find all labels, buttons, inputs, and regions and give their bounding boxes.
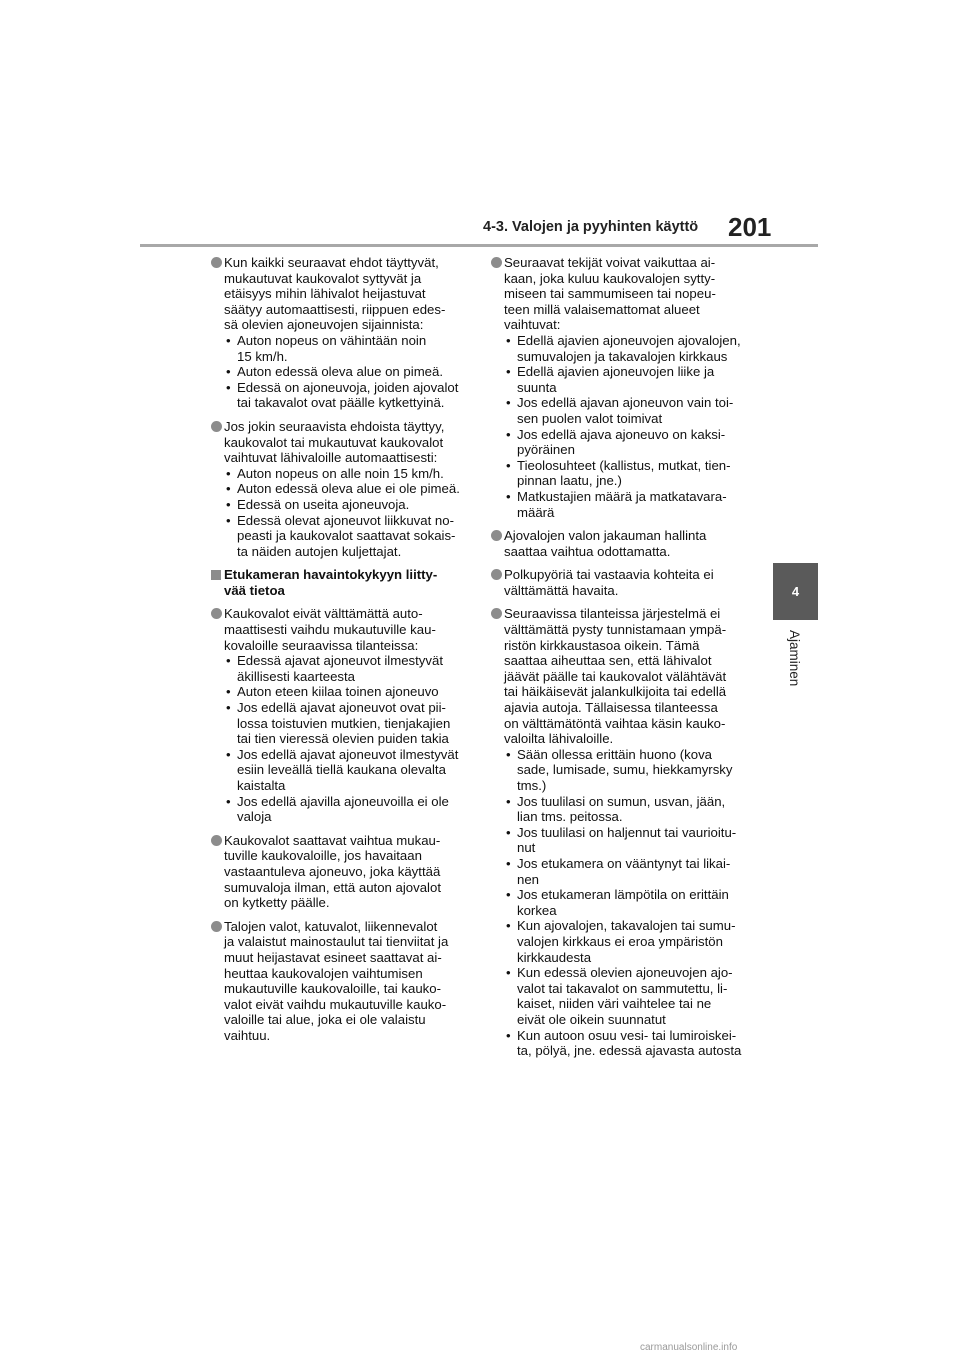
text-line: kaistalta	[237, 778, 286, 793]
text-line: • Auton eteen kiilaa toinen ajoneuvo	[237, 684, 439, 700]
text-line: • Jos tuulilasi on sumun, usvan, jään,	[517, 793, 726, 809]
sub-list-item	[224, 747, 473, 794]
section-title: 4-3. Valojen ja pyyhinten käyttö	[483, 219, 699, 235]
text-line: • Tieolosuhteet (kallistus, mutkat, tien-	[517, 457, 731, 473]
text-line: • Auton edessä oleva alue ei ole pimeä.	[237, 481, 460, 497]
text-line: • Edessä olevat ajoneuvot liikkuvat no-	[237, 512, 454, 528]
text-line: valot eivät vaihdu mukautuville kauko-	[224, 996, 447, 1012]
sub-list-item	[224, 794, 473, 825]
text-line: eivät ole oikein suunnatut	[517, 1011, 666, 1027]
text-line: • Kun edessä olevien ajoneuvojen ajo-	[517, 965, 733, 981]
text-line: muut heijastavat esineet saattavat ai-	[224, 949, 442, 965]
bullet-paragraph	[491, 606, 761, 1058]
bullet-paragraph	[491, 567, 761, 598]
text-line: sä olevien ajoneuvojen sijainnista:	[224, 317, 424, 333]
round-bullet-icon	[211, 421, 222, 432]
sub-list-item	[504, 918, 761, 965]
text-line: valot tai takavalot on sammutettu, li-	[517, 980, 728, 996]
square-bullet-icon	[211, 570, 221, 580]
text-line: tai tien vieressä olevien puiden takia	[237, 731, 449, 747]
text-line: heuttaa kaukovalojen vaihtumisen	[224, 965, 423, 981]
text-line: esiin leveällä tiellä kaukana olevalta	[237, 762, 446, 778]
text-line: 15 km/h.	[237, 348, 288, 364]
text-line: on välttämätöntä vaihtaa käsin kauko-	[504, 715, 726, 731]
sub-list-item	[504, 364, 761, 395]
sub-list-item	[504, 794, 761, 825]
sub-list-item	[224, 364, 473, 380]
text-line: säätyy automaattisesti, riippuen edes-	[224, 301, 446, 317]
text-line: nen	[517, 871, 540, 887]
text-line: kaiset, niiden väri vaihtelee tai ne	[517, 996, 712, 1012]
bullet-paragraph	[211, 919, 473, 1044]
text-line: Jos jokin seuraavista ehdoista täyttyy,	[224, 418, 445, 434]
text-line: • Edessä on ajoneuvoja, joiden ajovalot	[237, 379, 459, 395]
text-line: ja valaistut mainostaulut tai tienviitat ja	[224, 934, 449, 950]
text-line: nut	[517, 840, 536, 856]
bullet-paragraph	[491, 528, 761, 559]
text-line: Seuraavat tekijät voivat vaikuttaa ai-	[504, 255, 716, 270]
round-bullet-icon	[211, 257, 222, 268]
text-line: kovaloille seuraavissa tilanteissa:	[224, 637, 419, 653]
bullet-paragraph	[491, 255, 761, 520]
round-bullet-icon	[491, 530, 502, 541]
text-line: Kun kaikki seuraavat ehdot täyttyvät,	[224, 255, 439, 270]
text-line: • Edessä on useita ajoneuvoja.	[237, 496, 410, 512]
text-line: kaukovalot tai mukautuvat kaukovalot	[224, 434, 444, 450]
sub-list-item	[504, 1028, 761, 1059]
text-line: valoilta lähivaloille.	[504, 731, 614, 747]
text-line: lossa toistuvien mutkien, tienjakajien	[237, 715, 451, 731]
text-line: vaihtuvat:	[504, 317, 561, 333]
round-bullet-icon	[491, 257, 502, 268]
chapter-label: Ajaminen	[787, 630, 802, 687]
text-line: tuville kaukovaloille, jos havaitaan	[224, 848, 422, 864]
text-line: peasti ja kaukovalot saattavat sokais-	[237, 528, 456, 544]
text-line: • Matkustajien määrä ja matkatavara-	[517, 488, 727, 504]
text-line: saattaa aiheuttaa sen, että lähivalot	[504, 653, 712, 669]
text-line: • Jos edellä ajavat ajoneuvot ilmestyvät	[237, 746, 459, 762]
text-line: • Jos etukameran lämpötila on erittäin	[517, 887, 729, 903]
sub-list-item	[224, 333, 473, 364]
text-line: valoille tai alue, joka ei ole valaistu	[224, 1012, 426, 1028]
sub-list-item	[224, 700, 473, 747]
text-line: pinnan laatu, jne.)	[517, 473, 622, 489]
text-line: korkea	[517, 902, 557, 918]
text-line: teen millä valaisemattomat alueet	[504, 301, 700, 317]
text-line: Seuraavissa tilanteissa järjestelmä ei	[504, 606, 721, 622]
text-line: Etukameran havaintokykyyn liitty-	[224, 567, 438, 583]
text-line: • Edellä ajavien ajoneuvojen ajovalojen,	[517, 332, 741, 348]
text-line: tai häikäisevät jalankulkijoita tai edellä	[504, 684, 727, 700]
text-line: Kaukovalot saattavat vaihtua mukau-	[224, 832, 441, 848]
text-line: • Jos etukamera on vääntynyt tai likai-	[517, 855, 731, 871]
sub-list-item	[504, 458, 761, 489]
text-line: • Auton nopeus on alle noin 15 km/h.	[237, 465, 444, 481]
text-line: äkillisesti kaarteesta	[237, 668, 356, 684]
sub-list-item	[504, 333, 761, 364]
text-line: valoja	[237, 809, 272, 825]
text-line: miseen tai sammumiseen tai nopeu-	[504, 286, 716, 302]
text-line: sen puolen valot toimivat	[517, 410, 663, 426]
text-line: saattaa vaihtua odottamatta.	[504, 543, 671, 559]
sub-list-item	[224, 466, 473, 482]
sub-list-item	[504, 825, 761, 856]
sub-list-item	[224, 684, 473, 700]
sub-list-item	[504, 395, 761, 426]
text-line: Ajovalojen valon jakauman hallinta	[504, 528, 707, 544]
round-bullet-icon	[491, 608, 502, 619]
section-heading	[211, 567, 473, 598]
sub-list-item	[504, 887, 761, 918]
text-line: • Jos edellä ajavat ajoneuvot ovat pii-	[237, 700, 446, 716]
text-line: • Auton nopeus on vähintään noin	[237, 332, 427, 348]
text-line: • Auton edessä oleva alue on pimeä.	[237, 364, 444, 380]
text-line: etäisyys mihin lähivalot heijastuvat	[224, 286, 426, 302]
text-line: vää tietoa	[224, 582, 285, 598]
sub-list-item	[224, 481, 473, 497]
sub-list-item	[224, 513, 473, 560]
text-line: • Sään ollessa erittäin huono (kova	[517, 746, 713, 762]
text-line: välttämättä havaita.	[504, 582, 619, 598]
sub-list-item	[504, 856, 761, 887]
text-line: sade, lumisade, sumu, hiekkamyrsky	[517, 762, 733, 778]
text-line: jäävät päälle tai kaukovalot välähtävät	[504, 668, 727, 684]
text-line: • Jos tuulilasi on haljennut tai vaurioitu-	[517, 824, 737, 840]
round-bullet-icon	[211, 608, 222, 619]
chapter-number: 4	[791, 584, 800, 599]
text-line: maattisesti vaihdu mukautuville kau-	[224, 622, 436, 638]
text-line: vaihtuu.	[224, 1027, 271, 1043]
chapter-tab	[773, 563, 818, 620]
sub-list-item	[504, 965, 761, 1027]
text-line: • Kun ajovalojen, takavalojen tai sumu-	[517, 918, 736, 934]
text-line: • Edessä ajavat ajoneuvot ilmestyvät	[237, 653, 443, 669]
text-line: kaan, joka kuluu kaukovalojen sytty-	[504, 270, 716, 286]
text-line: • Jos edellä ajava ajoneuvo on kaksi-	[517, 426, 726, 442]
text-line: ta, pölyä, jne. edessä ajavasta autosta	[517, 1043, 742, 1059]
text-line: Polkupyöriä tai vastaavia kohteita ei	[504, 567, 714, 583]
text-line: pyöräinen	[517, 442, 575, 458]
text-line: • Kun autoon osuu vesi- tai lumiroiskei-	[517, 1027, 737, 1043]
text-line: tai takavalot ovat päälle kytkettyinä.	[237, 395, 445, 411]
bullet-paragraph	[211, 833, 473, 911]
sub-list-item	[504, 747, 761, 794]
left-column	[211, 255, 473, 1052]
text-line: kirkkaudesta	[517, 949, 592, 965]
right-column	[491, 255, 761, 1067]
sub-list-item	[504, 489, 761, 520]
text-line: mukautuvat kaukovalot syttyvät ja	[224, 270, 422, 286]
text-line: välttämättä pysty tunnistamaan ympä-	[504, 622, 727, 638]
bullet-paragraph	[211, 606, 473, 824]
text-line: sumuvaloja ilman, että auton ajovalot	[224, 879, 441, 895]
sub-list-item	[504, 427, 761, 458]
text-line: ristön kirkkaustasoa oikein. Tämä	[504, 637, 700, 653]
text-line: mukautuville kaukovaloille, tai kauko-	[224, 981, 441, 997]
round-bullet-icon	[211, 835, 222, 846]
sub-list-item	[224, 497, 473, 513]
text-line: tms.)	[517, 778, 547, 793]
text-line: Talojen valot, katuvalot, liikennevalot	[224, 918, 438, 934]
text-line: lian tms. peitossa.	[517, 809, 623, 825]
text-line: vaihtuvat lähivaloille automaattisesti:	[224, 450, 438, 466]
text-line: sumuvalojen ja takavalojen kirkkaus	[517, 348, 728, 364]
sub-list-item	[224, 380, 473, 411]
text-line: ta näiden autojen kuljettajat.	[237, 543, 402, 559]
round-bullet-icon	[211, 921, 222, 932]
header-divider	[140, 244, 818, 247]
sub-list-item	[224, 653, 473, 684]
round-bullet-icon	[491, 569, 502, 580]
text-line: määrä	[517, 504, 555, 520]
bullet-paragraph	[211, 255, 473, 411]
text-line: on kytketty päälle.	[224, 895, 330, 911]
text-line: • Edellä ajavien ajoneuvojen liike ja	[517, 364, 715, 380]
bullet-paragraph	[211, 419, 473, 559]
text-line: vastaantuleva ajoneuvo, joka käyttää	[224, 863, 441, 879]
text-line: suunta	[517, 379, 557, 395]
watermark: carmanualsonline.info	[640, 1342, 738, 1353]
text-line: valojen kirkkaus ei eroa ympäristön	[517, 933, 723, 949]
page-number: 201	[728, 212, 772, 242]
text-line: Kaukovalot eivät välttämättä auto-	[224, 606, 423, 622]
text-line: • Jos edellä ajavilla ajoneuvoilla ei ole	[237, 793, 449, 809]
text-line: ajavia autoja. Tällaisessa tilanteessa	[504, 700, 718, 716]
text-line: • Jos edellä ajavan ajoneuvon vain toi-	[517, 395, 734, 411]
